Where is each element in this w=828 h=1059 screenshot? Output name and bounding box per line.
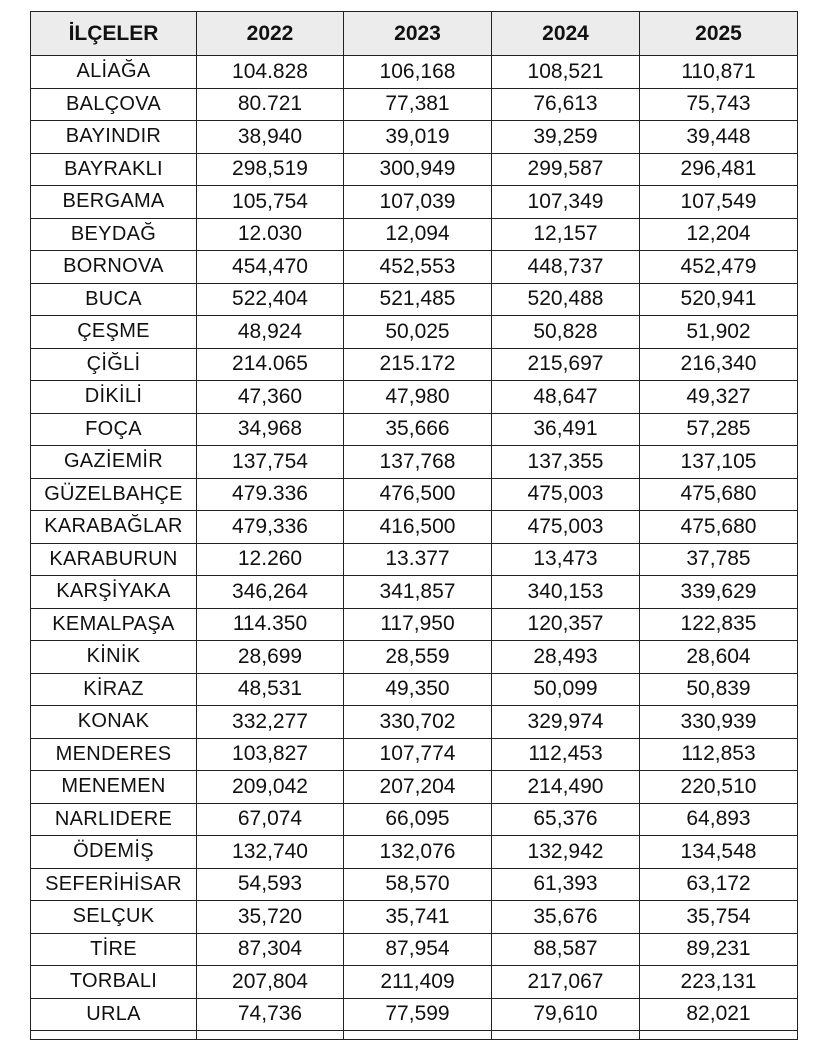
table-row xyxy=(31,641,798,674)
population-cell-2024: 36,491 xyxy=(492,413,640,446)
population-cell-2022: 74,736 xyxy=(197,998,344,1031)
population-cell-2022: 28,699 xyxy=(197,641,344,674)
population-cell-2025: 12,204 xyxy=(640,218,798,251)
district-name-cell: BALÇOVA xyxy=(31,88,197,121)
population-cell-2023: 107,774 xyxy=(344,738,492,771)
population-cell-2025: 28,604 xyxy=(640,641,798,674)
district-name-cell: BERGAMA xyxy=(31,186,197,219)
population-cell-2022: 80.721 xyxy=(197,88,344,121)
district-name-cell: TORBALI xyxy=(31,966,197,999)
population-cell-2022: 54,593 xyxy=(197,868,344,901)
district-name-cell: URLA xyxy=(31,998,197,1031)
population-cell-2024: 217,067 xyxy=(492,966,640,999)
population-cell-2024: 61,393 xyxy=(492,868,640,901)
population-cell-2024: 13,473 xyxy=(492,543,640,576)
population-cell-2022: 87,304 xyxy=(197,933,344,966)
table-row xyxy=(31,121,798,154)
district-name-cell: BAYINDIR xyxy=(31,121,197,154)
population-cell-2024: 475,003 xyxy=(492,478,640,511)
header-district: İLÇELER xyxy=(31,12,197,56)
table-row xyxy=(31,478,798,511)
population-cell-2025: 220,510 xyxy=(640,771,798,804)
district-name-cell: KEMALPAŞA xyxy=(31,608,197,641)
population-cell-2022: 48,531 xyxy=(197,673,344,706)
population-cell-2025: 330,939 xyxy=(640,706,798,739)
population-cell-2025: 57,285 xyxy=(640,413,798,446)
population-cell-2022: 332,277 xyxy=(197,706,344,739)
population-cell-2023: 77,381 xyxy=(344,88,492,121)
population-cell-2023: 35,666 xyxy=(344,413,492,446)
population-cell-2024: 120,357 xyxy=(492,608,640,641)
population-cell-2023: 215.172 xyxy=(344,348,492,381)
district-name-cell: TİRE xyxy=(31,933,197,966)
table-row xyxy=(31,543,798,576)
table-row xyxy=(31,966,798,999)
population-cell-2025: 475,680 xyxy=(640,478,798,511)
table-row xyxy=(31,381,798,414)
population-cell-2024: 475,003 xyxy=(492,511,640,544)
population-cell-2022: 522,404 xyxy=(197,283,344,316)
table-row xyxy=(31,218,798,251)
district-name-cell: DİKİLİ xyxy=(31,381,197,414)
table-row xyxy=(31,56,798,89)
district-name-cell: GÜZELBAHÇE xyxy=(31,478,197,511)
population-cell-2023: 137,768 xyxy=(344,446,492,479)
population-cell-2023: 452,553 xyxy=(344,251,492,284)
population-cell-2024: 35,676 xyxy=(492,901,640,934)
population-cell-2022: 34,968 xyxy=(197,413,344,446)
population-cell-2025: 122,835 xyxy=(640,608,798,641)
table-row xyxy=(31,348,798,381)
population-cell-2024: 137,355 xyxy=(492,446,640,479)
population-cell-2025: 89,231 xyxy=(640,933,798,966)
district-name-cell: GAZİEMİR xyxy=(31,446,197,479)
population-cell-2024: 88,587 xyxy=(492,933,640,966)
population-cell-2025: 110,871 xyxy=(640,56,798,89)
district-name-cell: BEYDAĞ xyxy=(31,218,197,251)
population-cell-2023: 49,350 xyxy=(344,673,492,706)
population-cell-2024: 50,099 xyxy=(492,673,640,706)
population-cell-2023: 58,570 xyxy=(344,868,492,901)
population-cell-2025: 37,785 xyxy=(640,543,798,576)
table-row xyxy=(31,803,798,836)
population-cell-2023: 47,980 xyxy=(344,381,492,414)
population-cell-2023: 132,076 xyxy=(344,836,492,869)
population-cell-2023: 416,500 xyxy=(344,511,492,544)
population-cell-2023: 330,702 xyxy=(344,706,492,739)
population-cell-2022: 103,827 xyxy=(197,738,344,771)
district-name-cell: KİRAZ xyxy=(31,673,197,706)
table-row xyxy=(31,88,798,121)
table-row xyxy=(31,446,798,479)
population-cell-2025: 64,893 xyxy=(640,803,798,836)
table-row xyxy=(31,901,798,934)
population-cell-2023: 77,599 xyxy=(344,998,492,1031)
population-cell-2023: 12,094 xyxy=(344,218,492,251)
population-cell-2025: 35,754 xyxy=(640,901,798,934)
table-row xyxy=(31,316,798,349)
table-row xyxy=(31,868,798,901)
district-name-cell: BUCA xyxy=(31,283,197,316)
population-cell-2024: 520,488 xyxy=(492,283,640,316)
population-cell-2024: 50,828 xyxy=(492,316,640,349)
district-population-table-wrapper xyxy=(30,11,798,1040)
empty-cell xyxy=(197,1031,344,1040)
population-cell-2022: 214.065 xyxy=(197,348,344,381)
district-name-cell: KARŞİYAKA xyxy=(31,576,197,609)
district-name-cell: BAYRAKLI xyxy=(31,153,197,186)
population-cell-2025: 112,853 xyxy=(640,738,798,771)
population-cell-2022: 209,042 xyxy=(197,771,344,804)
district-name-cell: KARABAĞLAR xyxy=(31,511,197,544)
district-name-cell: KARABURUN xyxy=(31,543,197,576)
population-cell-2024: 65,376 xyxy=(492,803,640,836)
population-cell-2025: 107,549 xyxy=(640,186,798,219)
district-name-cell: MENDERES xyxy=(31,738,197,771)
population-cell-2023: 13.377 xyxy=(344,543,492,576)
district-name-cell: SELÇUK xyxy=(31,901,197,934)
population-cell-2025: 452,479 xyxy=(640,251,798,284)
population-cell-2025: 75,743 xyxy=(640,88,798,121)
empty-cell xyxy=(492,1031,640,1040)
district-name-cell: ÇEŞME xyxy=(31,316,197,349)
population-cell-2025: 49,327 xyxy=(640,381,798,414)
population-cell-2024: 214,490 xyxy=(492,771,640,804)
population-cell-2024: 132,942 xyxy=(492,836,640,869)
population-cell-2022: 207,804 xyxy=(197,966,344,999)
population-cell-2025: 39,448 xyxy=(640,121,798,154)
population-cell-2024: 340,153 xyxy=(492,576,640,609)
district-name-cell: SEFERİHİSAR xyxy=(31,868,197,901)
table-row xyxy=(31,933,798,966)
district-name-cell: MENEMEN xyxy=(31,771,197,804)
district-population-table xyxy=(30,11,798,1040)
population-cell-2022: 67,074 xyxy=(197,803,344,836)
population-cell-2023: 521,485 xyxy=(344,283,492,316)
population-cell-2024: 107,349 xyxy=(492,186,640,219)
population-cell-2023: 87,954 xyxy=(344,933,492,966)
population-cell-2024: 79,610 xyxy=(492,998,640,1031)
population-cell-2024: 39,259 xyxy=(492,121,640,154)
header-year-2024: 2024 xyxy=(492,12,640,56)
population-cell-2025: 63,172 xyxy=(640,868,798,901)
population-cell-2024: 299,587 xyxy=(492,153,640,186)
district-name-cell: ÇİĞLİ xyxy=(31,348,197,381)
population-cell-2023: 207,204 xyxy=(344,771,492,804)
population-cell-2024: 215,697 xyxy=(492,348,640,381)
population-cell-2022: 48,924 xyxy=(197,316,344,349)
population-cell-2025: 223,131 xyxy=(640,966,798,999)
district-name-cell: ALİAĞA xyxy=(31,56,197,89)
population-cell-2024: 108,521 xyxy=(492,56,640,89)
population-cell-2022: 346,264 xyxy=(197,576,344,609)
population-cell-2023: 39,019 xyxy=(344,121,492,154)
population-cell-2025: 339,629 xyxy=(640,576,798,609)
district-name-cell: KONAK xyxy=(31,706,197,739)
table-row xyxy=(31,186,798,219)
population-cell-2023: 106,168 xyxy=(344,56,492,89)
empty-cell xyxy=(640,1031,798,1040)
population-cell-2024: 76,613 xyxy=(492,88,640,121)
district-name-cell: FOÇA xyxy=(31,413,197,446)
population-cell-2025: 137,105 xyxy=(640,446,798,479)
table-row xyxy=(31,738,798,771)
population-cell-2023: 66,095 xyxy=(344,803,492,836)
population-cell-2025: 50,839 xyxy=(640,673,798,706)
population-cell-2022: 114.350 xyxy=(197,608,344,641)
district-name-cell: KİNİK xyxy=(31,641,197,674)
population-cell-2022: 454,470 xyxy=(197,251,344,284)
population-cell-2023: 476,500 xyxy=(344,478,492,511)
population-cell-2025: 216,340 xyxy=(640,348,798,381)
population-cell-2022: 298,519 xyxy=(197,153,344,186)
population-cell-2023: 35,741 xyxy=(344,901,492,934)
population-cell-2022: 479,336 xyxy=(197,511,344,544)
population-cell-2024: 112,453 xyxy=(492,738,640,771)
population-cell-2025: 520,941 xyxy=(640,283,798,316)
population-cell-2024: 48,647 xyxy=(492,381,640,414)
population-cell-2022: 104.828 xyxy=(197,56,344,89)
table-row-cut-off xyxy=(31,1031,798,1040)
table-row xyxy=(31,511,798,544)
district-name-cell: NARLIDERE xyxy=(31,803,197,836)
table-row xyxy=(31,576,798,609)
population-cell-2025: 475,680 xyxy=(640,511,798,544)
table-row xyxy=(31,673,798,706)
population-cell-2023: 28,559 xyxy=(344,641,492,674)
header-year-2022: 2022 xyxy=(197,12,344,56)
table-row xyxy=(31,283,798,316)
population-cell-2022: 132,740 xyxy=(197,836,344,869)
population-cell-2025: 296,481 xyxy=(640,153,798,186)
population-cell-2024: 329,974 xyxy=(492,706,640,739)
population-cell-2023: 117,950 xyxy=(344,608,492,641)
table-row xyxy=(31,413,798,446)
population-cell-2022: 47,360 xyxy=(197,381,344,414)
table-row xyxy=(31,706,798,739)
table-row xyxy=(31,608,798,641)
population-cell-2025: 51,902 xyxy=(640,316,798,349)
population-cell-2023: 300,949 xyxy=(344,153,492,186)
population-cell-2023: 50,025 xyxy=(344,316,492,349)
population-cell-2022: 12.260 xyxy=(197,543,344,576)
table-row xyxy=(31,153,798,186)
empty-cell xyxy=(31,1031,197,1040)
population-cell-2022: 137,754 xyxy=(197,446,344,479)
header-year-2025: 2025 xyxy=(640,12,798,56)
population-cell-2022: 105,754 xyxy=(197,186,344,219)
population-cell-2023: 107,039 xyxy=(344,186,492,219)
table-row xyxy=(31,836,798,869)
population-cell-2022: 12.030 xyxy=(197,218,344,251)
district-name-cell: BORNOVA xyxy=(31,251,197,284)
table-row xyxy=(31,998,798,1031)
table-row xyxy=(31,251,798,284)
population-cell-2024: 28,493 xyxy=(492,641,640,674)
empty-cell xyxy=(344,1031,492,1040)
table-body xyxy=(31,56,798,1040)
district-name-cell: ÖDEMİŞ xyxy=(31,836,197,869)
population-cell-2025: 134,548 xyxy=(640,836,798,869)
population-cell-2023: 341,857 xyxy=(344,576,492,609)
population-cell-2023: 211,409 xyxy=(344,966,492,999)
population-cell-2022: 38,940 xyxy=(197,121,344,154)
population-cell-2024: 12,157 xyxy=(492,218,640,251)
population-cell-2022: 35,720 xyxy=(197,901,344,934)
population-cell-2024: 448,737 xyxy=(492,251,640,284)
population-cell-2022: 479.336 xyxy=(197,478,344,511)
population-cell-2025: 82,021 xyxy=(640,998,798,1031)
header-year-2023: 2023 xyxy=(344,12,492,56)
table-row xyxy=(31,771,798,804)
header-row xyxy=(31,12,798,56)
table-header xyxy=(31,12,798,56)
